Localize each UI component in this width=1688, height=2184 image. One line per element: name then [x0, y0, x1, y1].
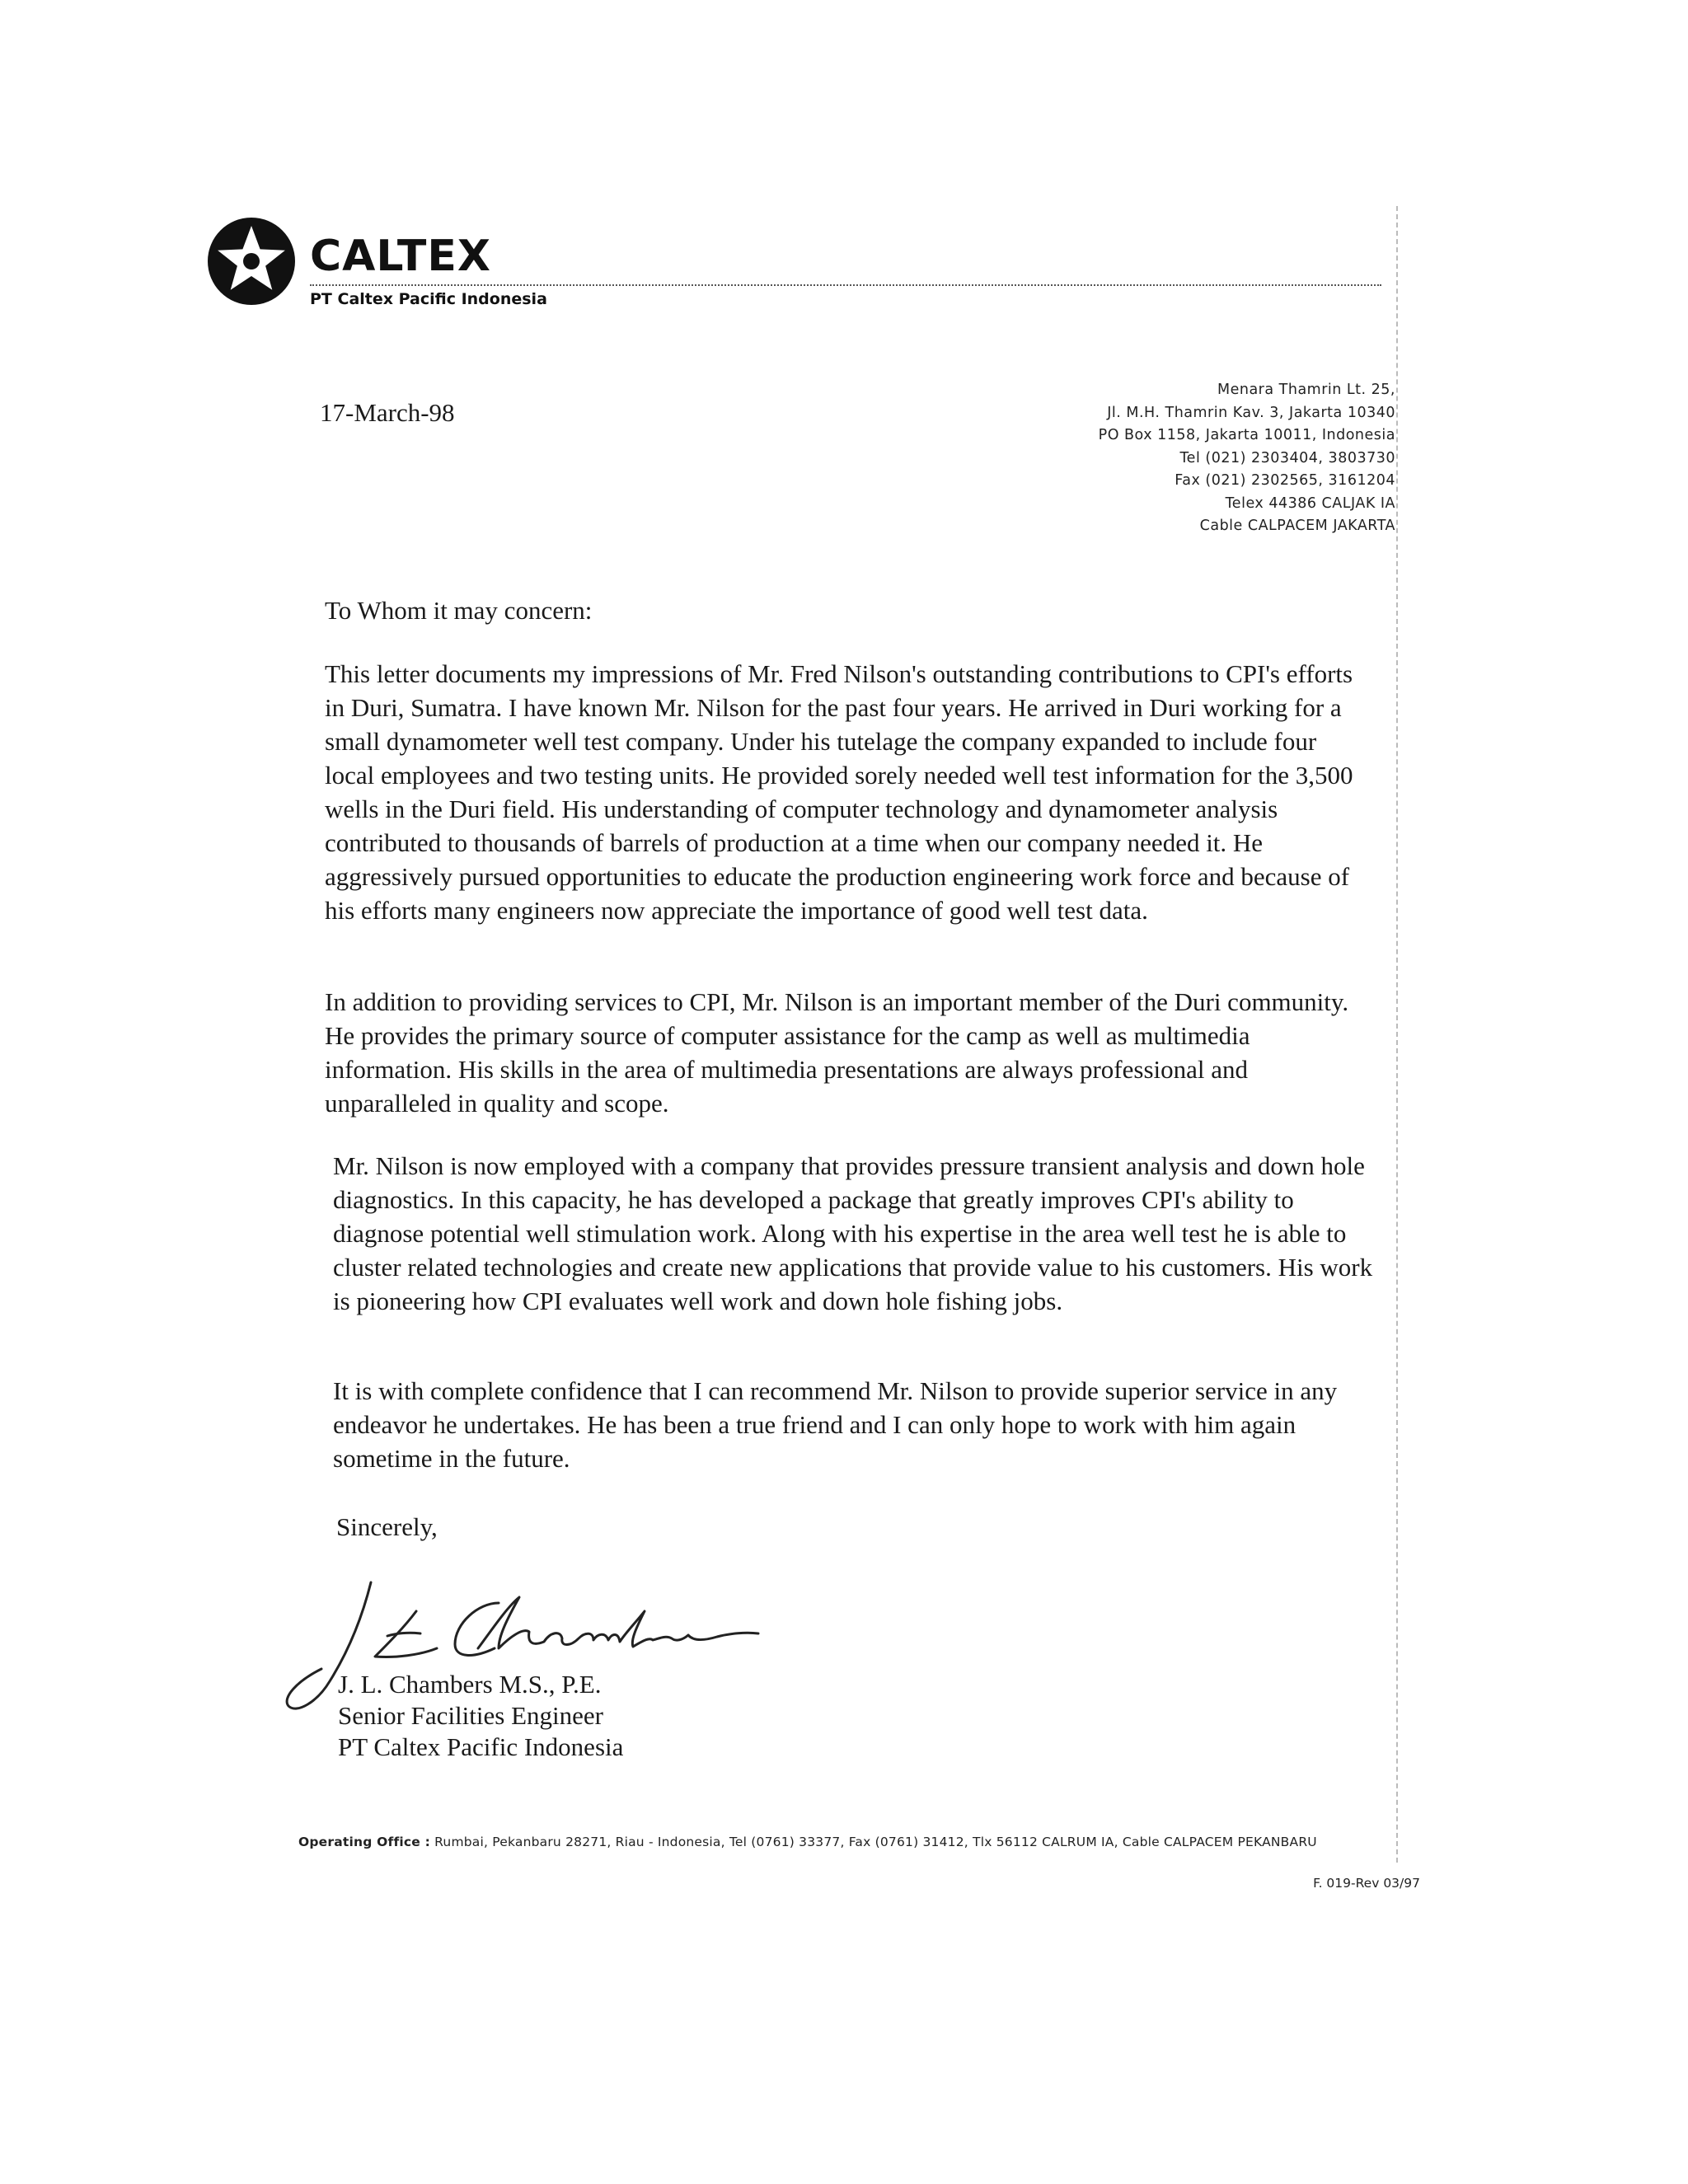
brand-name: CALTEX: [310, 232, 492, 281]
signatory-name: J. L. Chambers M.S., P.E.: [338, 1670, 602, 1699]
paragraph-text: Mr. Nilson is now employed with a company that provides pressure transient analysis and down hole diagnostics. In this capacity, he has developed a package that greatly improves CPI's ability to diagnose potential well stimulation work. Along with his expertise in the area well test he is able to cluster related technologies and create new applications that provide value to his customers. His work is pioneering how CPI evaluates well work and down hole fishing jobs.: [333, 1151, 1373, 1315]
operating-office-footer: [298, 1835, 1317, 1849]
form-code: F. 019-Rev 03/97: [1313, 1876, 1420, 1891]
address-line: Telex 44386 CALJAK IA: [1225, 494, 1395, 512]
paragraph-text: It is with complete confidence that I can recommend Mr. Nilson to provide superior service in any endeavor he undertakes. He has been a true friend and I can only hope to work with him again sometime in the future.: [333, 1376, 1338, 1473]
signatory-title: Senior Facilities Engineer: [338, 1701, 603, 1730]
company-address: [1099, 379, 1395, 538]
address-line: Tel (021) 2303404, 3803730: [1179, 449, 1395, 466]
footer-label: Operating Office :: [298, 1835, 431, 1849]
signatory-block: [338, 1669, 623, 1763]
letter-date: 17-March-98: [320, 398, 455, 427]
address-line: Menara Thamrin Lt. 25,: [1217, 382, 1395, 398]
closing: Sincerely,: [336, 1512, 438, 1541]
body-paragraph-1: [325, 657, 1372, 927]
subsidiary-name: PT Caltex Pacific Indonesia: [310, 290, 547, 308]
letterhead-rule: [310, 284, 1381, 286]
address-line: Fax (021) 2302565, 3161204: [1175, 472, 1395, 489]
address-line: Cable CALPACEM JAKARTA: [1199, 518, 1395, 534]
address-line: PO Box 1158, Jakarta 10011, Indonesia: [1098, 427, 1395, 443]
paragraph-text: In addition to providing services to CPI, Mr. Nilson is an important member of the Duri community. He provides the primary source of computer assistance for the camp as well as multimedia information. His skills in the area of multimedia presentations are always professional and unparalleled in quality and scope.: [325, 987, 1349, 1118]
margin-line: [1396, 206, 1398, 1863]
address-line: Jl. M.H. Thamrin Kav. 3, Jakarta 10340: [1107, 404, 1395, 421]
salutation: To Whom it may concern:: [325, 596, 593, 625]
body-paragraph-3: [333, 1149, 1380, 1318]
footer-text: Rumbai, Pekanbaru 28271, Riau - Indonesia, Tel (0761) 33377, Fax (0761) 31412, Tlx 56112 CALRUM IA, Cable CALPACEM PEKANBARU: [434, 1835, 1317, 1849]
paragraph-text: This letter documents my impressions of Mr. Fred Nilson's outstanding contributions to CPI's efforts in Duri, Sumatra. I have known Mr. Nilson for the past four years. He arrived in Duri working for a small dynamometer well test company. Under his tutelage the company expanded to include four local employees and two testing units. He provided sorely needed well test information for the 3,500 wells in the Duri field. His understanding of computer technology and dynamometer analysis contributed to thousands of barrels of production at a time when our company needed it. He aggressively pursued opportunities to educate the production engineering work force and because of his efforts many engineers now appreciate the importance of good well test data.: [325, 659, 1353, 925]
caltex-star-icon: [206, 216, 297, 307]
body-paragraph-4: [333, 1374, 1380, 1475]
signatory-company: PT Caltex Pacific Indonesia: [338, 1732, 624, 1761]
body-paragraph-2: [325, 985, 1372, 1120]
